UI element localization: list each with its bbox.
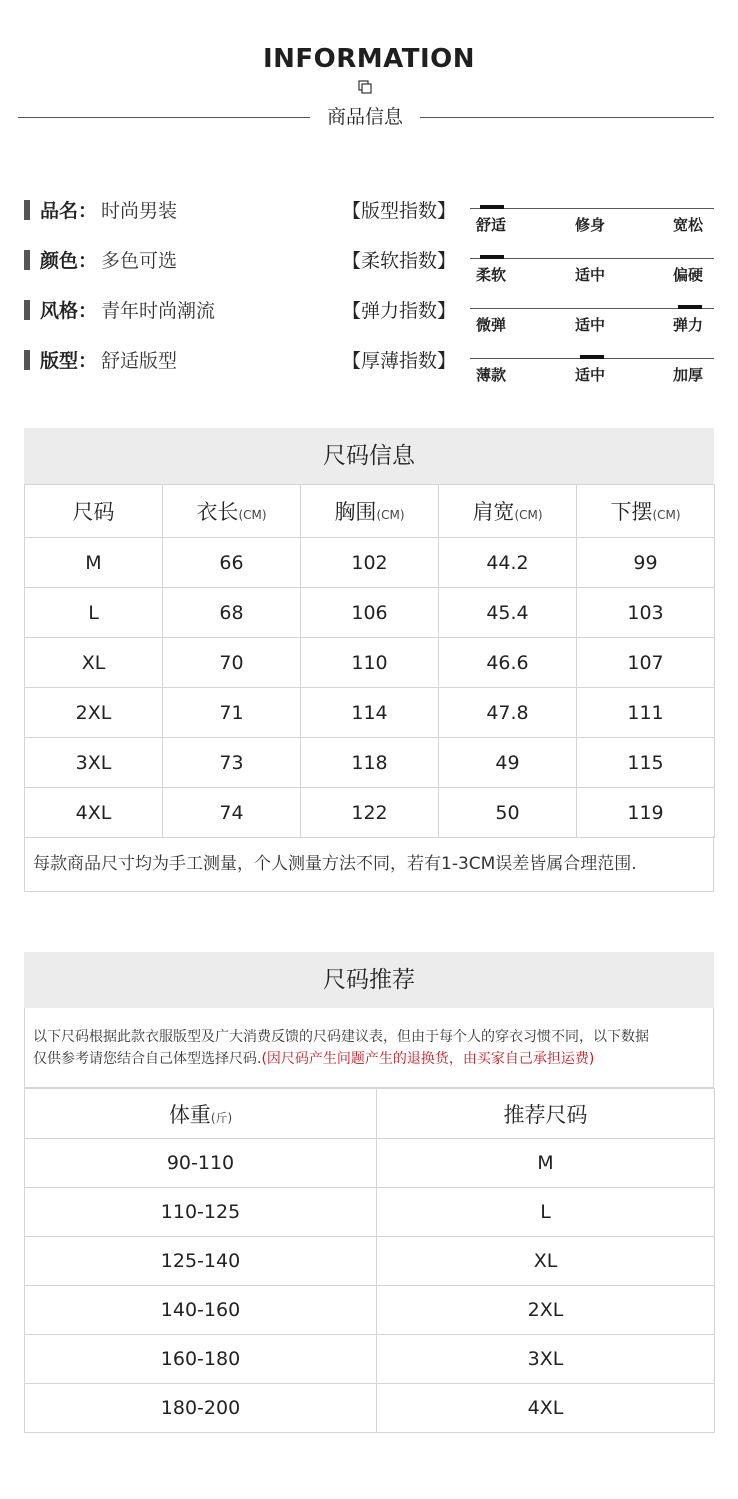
table-cell: 114 <box>301 688 439 738</box>
page-subtitle: 商品信息 <box>326 106 403 128</box>
scale-option: 柔软 <box>476 266 507 284</box>
column-header: 推荐尺码 <box>377 1089 715 1139</box>
scale-marker <box>678 305 702 309</box>
column-unit: (斤) <box>210 1110 233 1125</box>
table-cell: L <box>25 588 163 638</box>
measurement-note: 每款商品尺寸均为手工测量，个人测量方法不同，若有1-3CM误差皆属合理范围. <box>24 836 714 892</box>
table-cell: L <box>377 1188 715 1237</box>
scale-marker <box>580 355 604 359</box>
table-cell: 70 <box>163 638 301 688</box>
table-cell: 103 <box>577 588 715 638</box>
table-cell: 90-110 <box>25 1139 377 1188</box>
index-scales <box>470 196 714 396</box>
bullet-bar-icon <box>24 300 30 320</box>
column-unit: (CM) <box>376 508 405 522</box>
attribute-separator: ： <box>78 250 98 272</box>
index-labels <box>342 196 462 396</box>
attribute-list <box>24 196 324 396</box>
subtitle-row <box>18 98 714 128</box>
bullet-bar-icon <box>24 200 30 220</box>
attribute-row <box>24 246 324 296</box>
index-label: 【弹力指数】 <box>342 300 457 322</box>
table-cell: 44.2 <box>439 538 577 588</box>
attribute-separator: ： <box>78 200 98 222</box>
table-cell: 74 <box>163 788 301 838</box>
scale-marker <box>480 255 504 259</box>
table-cell: 180-200 <box>25 1384 377 1433</box>
column-label: 尺码 <box>72 500 115 524</box>
table-cell: 68 <box>163 588 301 638</box>
table-cell: 118 <box>301 738 439 788</box>
table-cell: 47.8 <box>439 688 577 738</box>
table-cell: 46.6 <box>439 638 577 688</box>
table-cell: 3XL <box>377 1335 715 1384</box>
column-header <box>25 485 163 538</box>
page-header <box>0 0 738 140</box>
table-row <box>25 738 715 788</box>
table-cell: 110 <box>301 638 439 688</box>
table-cell: 140-160 <box>25 1286 377 1335</box>
index-scale <box>470 346 714 396</box>
table-cell: 107 <box>577 638 715 688</box>
column-label: 肩宽 <box>472 500 515 524</box>
column-label: 体重 <box>168 1102 211 1127</box>
scale-option: 适中 <box>575 366 606 384</box>
column-header <box>25 1089 377 1139</box>
table-cell: 106 <box>301 588 439 638</box>
table-cell: 4XL <box>25 788 163 838</box>
table-row <box>25 688 715 738</box>
table-cell: 111 <box>577 688 715 738</box>
table-row <box>25 1384 715 1433</box>
scale-option: 薄款 <box>476 366 507 384</box>
information-title: INFORMATION <box>262 44 476 74</box>
index-scale <box>470 296 714 346</box>
scale-option: 加厚 <box>673 366 704 384</box>
column-unit: (CM) <box>238 508 267 522</box>
table-cell: M <box>25 538 163 588</box>
attribute-key: 版型 <box>40 350 79 372</box>
intro-text: 仅供参考请您结合自己体型选择尺码. <box>33 1051 262 1067</box>
column-label: 胸围 <box>334 500 377 524</box>
scale-line <box>470 208 714 209</box>
table-cell: 73 <box>163 738 301 788</box>
scale-option: 适中 <box>575 266 606 284</box>
size-info-table <box>24 484 715 838</box>
attribute-row <box>24 196 324 246</box>
table-cell: 115 <box>577 738 715 788</box>
scale-option: 弹力 <box>673 316 704 334</box>
column-label: 下摆 <box>610 500 653 524</box>
column-unit: (CM) <box>514 508 543 522</box>
index-label: 【版型指数】 <box>342 200 457 222</box>
index-scale <box>470 246 714 296</box>
attribute-key: 品名 <box>40 200 79 222</box>
table-row <box>25 638 715 688</box>
table-cell: 110-125 <box>25 1188 377 1237</box>
attribute-value: 青年时尚潮流 <box>101 300 216 322</box>
index-label: 【柔软指数】 <box>342 250 457 272</box>
table-cell: 125-140 <box>25 1237 377 1286</box>
table-cell: XL <box>377 1237 715 1286</box>
recommend-intro <box>24 1008 714 1088</box>
table-cell: 2XL <box>25 688 163 738</box>
table-cell: 45.4 <box>439 588 577 638</box>
scale-option: 宽松 <box>673 216 704 234</box>
table-row <box>25 788 715 838</box>
divider-right <box>420 117 714 118</box>
table-row <box>25 1335 715 1384</box>
attribute-separator: ： <box>78 350 98 372</box>
table-cell: 160-180 <box>25 1335 377 1384</box>
table-cell: 119 <box>577 788 715 838</box>
table-cell: 4XL <box>377 1384 715 1433</box>
attribute-key: 颜色 <box>40 250 79 272</box>
column-header <box>577 485 715 538</box>
intro-line: 以下尺码根据此款衣服版型及广大消费反馈的尺码建议表，但由于每个人的穿衣习惯不同，以下数据 <box>33 1029 649 1045</box>
table-row <box>25 1286 715 1335</box>
bullet-bar-icon <box>24 250 30 270</box>
table-row <box>25 538 715 588</box>
table-cell: 2XL <box>377 1286 715 1335</box>
table-cell: 102 <box>301 538 439 588</box>
scale-option: 舒适 <box>476 216 507 234</box>
column-header <box>301 485 439 538</box>
attribute-row <box>24 346 324 396</box>
size-recommend-title: 尺码推荐 <box>24 952 714 1008</box>
scale-option: 微弹 <box>476 316 507 334</box>
table-cell: 71 <box>163 688 301 738</box>
table-cell: 50 <box>439 788 577 838</box>
scale-marker <box>480 205 504 209</box>
size-recommend-table <box>24 1088 715 1433</box>
scale-line <box>470 258 714 259</box>
column-unit: (CM) <box>652 508 681 522</box>
intro-line-2 <box>33 1048 707 1070</box>
table-row <box>25 1139 715 1188</box>
attribute-row <box>24 296 324 346</box>
copy-icon <box>358 80 372 94</box>
table-cell: 122 <box>301 788 439 838</box>
shipping-warning: (因尺码产生问题产生的退换货，由买家自己承担运费) <box>261 1051 595 1067</box>
table-cell: 3XL <box>25 738 163 788</box>
table-row <box>25 1188 715 1237</box>
column-label: 衣长 <box>196 500 239 524</box>
table-cell: 49 <box>439 738 577 788</box>
index-scale <box>470 196 714 246</box>
table-header-row <box>25 1089 715 1139</box>
column-header <box>439 485 577 538</box>
scale-option: 修身 <box>575 216 606 234</box>
scale-option: 偏硬 <box>673 266 704 284</box>
table-row <box>25 588 715 638</box>
table-cell: M <box>377 1139 715 1188</box>
scale-option: 适中 <box>575 316 606 334</box>
bullet-bar-icon <box>24 350 30 370</box>
attribute-key: 风格 <box>40 300 79 322</box>
table-cell: 99 <box>577 538 715 588</box>
table-header-row <box>25 485 715 538</box>
table-cell: 66 <box>163 538 301 588</box>
attribute-value: 多色可选 <box>101 250 178 272</box>
divider-left <box>18 117 310 118</box>
index-label: 【厚薄指数】 <box>342 350 457 372</box>
table-cell: XL <box>25 638 163 688</box>
attribute-separator: ： <box>78 300 98 322</box>
attribute-value: 舒适版型 <box>101 350 178 372</box>
size-info-title: 尺码信息 <box>24 428 714 484</box>
attribute-value: 时尚男装 <box>101 200 178 222</box>
column-header <box>163 485 301 538</box>
table-row <box>25 1237 715 1286</box>
